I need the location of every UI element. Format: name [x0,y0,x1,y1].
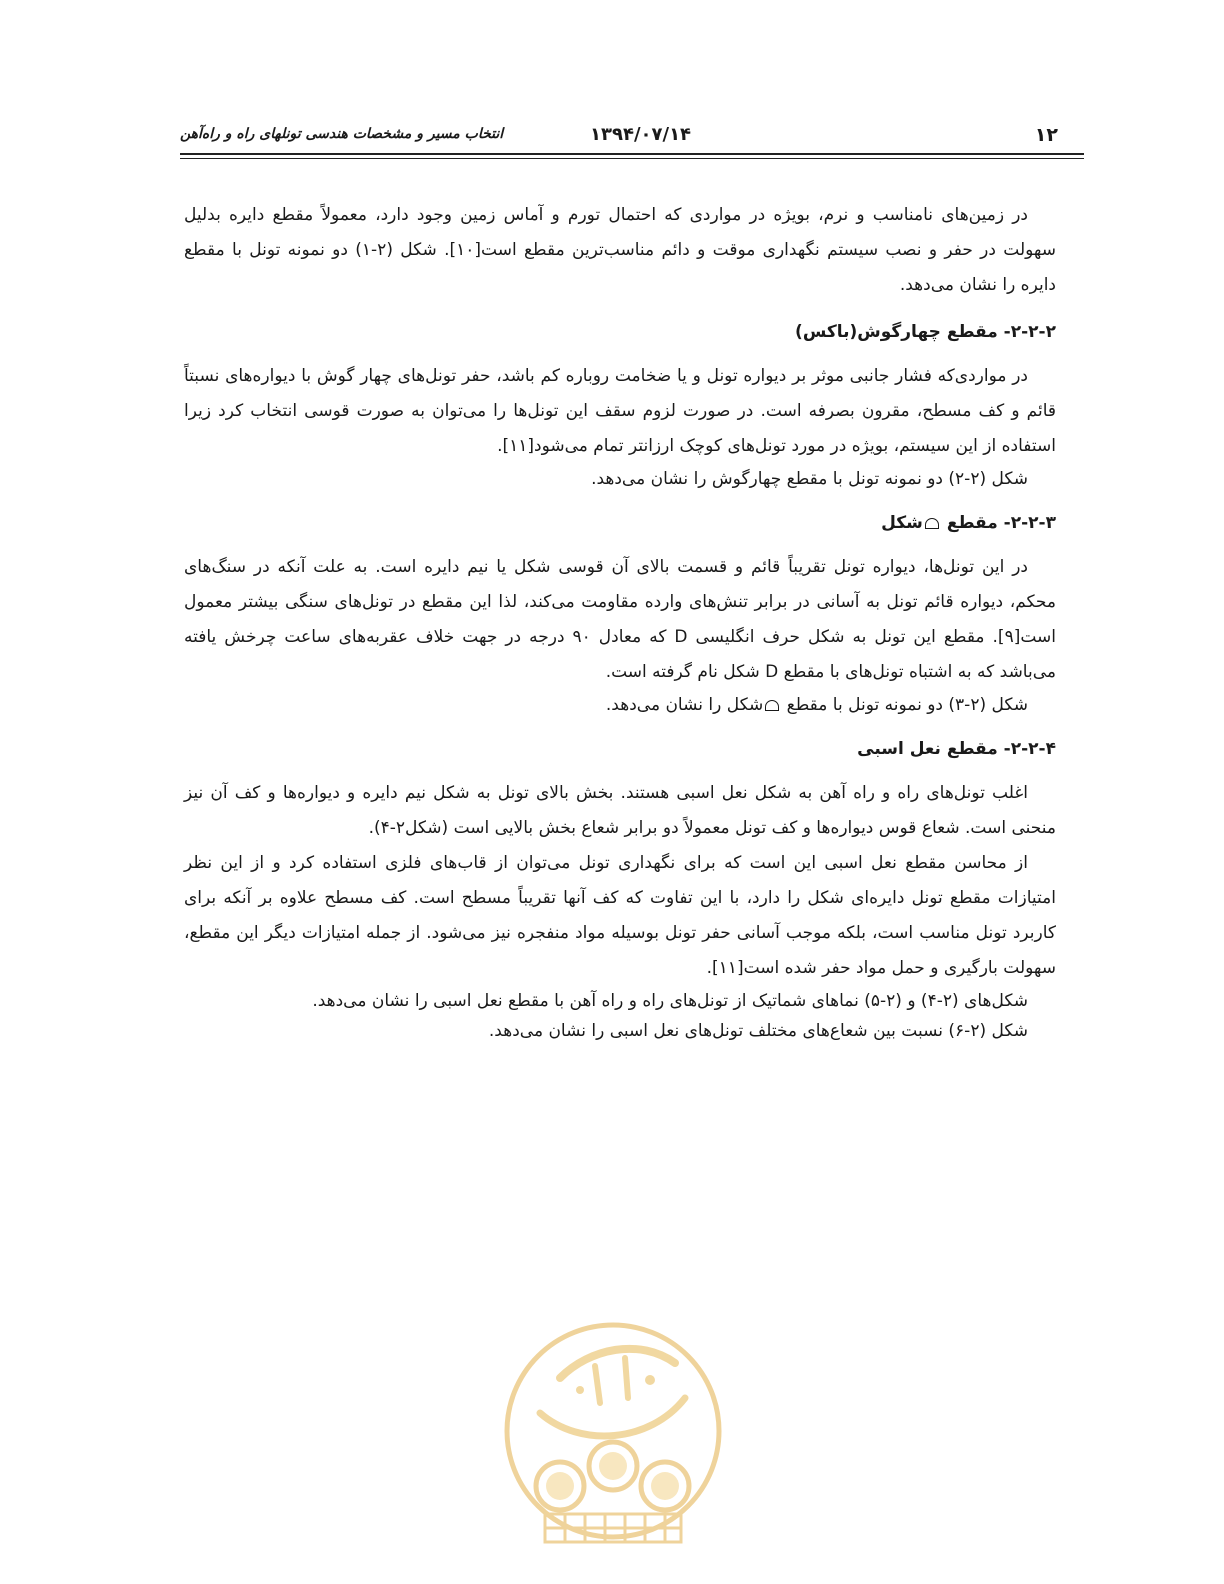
heading-horseshoe-section: ۲-۲-۴- مقطع نعل اسبی [857,739,1056,759]
d-shape-icon [925,518,939,529]
figure-reference-2-6: شکل (۲-۶) نسبت بین شعاع‌های مختلف تونل‌های نعل اسبی را نشان می‌دهد. [488,1021,1028,1041]
header-rule-thin [180,158,1084,159]
heading-box-section: ۲-۲-۲- مقطع چهارگوش(باکس) [795,322,1056,342]
heading-d-suffix: شکل [881,513,923,533]
paragraph-circular-section: در زمین‌های نامناسب و نرم، بویژه در مواردی که احتمال تورم و آماس زمین وجود دارد، معمولاً مقطع دایره بدلیل سهولت در حفر و نصب سیستم نگهداری موقت و دائم مناسب‌ترین مقطع است[۱۰]. شکل (۲-۱) دو نمونه تونل با مقطع دایره را نشان می‌دهد. [184,205,1056,295]
d-shape-icon-inline [765,700,779,711]
heading-d-prefix: ۲-۲-۳- مقطع [946,513,1056,533]
paragraph-box-section: در مواردی‌که فشار جانبی موثر بر دیواره تونل و یا ضخامت روباره کم باشد، حفر تونل‌های چهار گوش با دیواره‌های نسبتاً قائم و کف مسطح، مقرون بصرفه است. در صورت لزوم سقف این تونل‌ها را می‌توان به صورت قوسی انتخاب کرد زیرا استفاده از این سیستم، بویژه در مورد تونل‌های کوچک ارزانتر تمام می‌شود[۱۱]. [184,366,1056,456]
header-date: ۱۳۹۴/۰۷/۱۴ [590,124,692,145]
figure-3-prefix: شکل (۲-۳) دو نمونه تونل با مقطع [786,695,1028,715]
figure-3-suffix: شکل را نشان می‌دهد. [605,695,764,715]
heading-d-section [184,508,1056,538]
publisher-seal-logo [500,1318,726,1584]
figure-reference-2-4-2-5: شکل‌های (۲-۴) و (۲-۵) نماهای شماتیک از تونل‌های راه و راه آهن با مقطع نعل اسبی را نشان می‌دهد. [312,991,1028,1011]
paragraph-horseshoe-advantages: از محاسن مقطع نعل اسبی این است که برای نگهداری تونل می‌توان از قاب‌های فلزی استفاده کرد و از این نظر امتیازات مقطع تونل دایره‌ای شکل را دارد، با این تفاوت که کف آنها تقریباً مسطح است. کف مسطح علاوه بر آنکه برای کاربرد تونل مناسب است، بلکه موجب آسانی حفر تونل بوسیله مواد منفجره نیز می‌شود. از جمله امتیازات دیگر این مقطع، سهولت بارگیری و حمل مواد حفر شده است[۱۱]. [184,853,1056,978]
header-rule [180,153,1084,155]
figure-reference-2-2: شکل (۲-۲) دو نمونه تونل با مقطع چهارگوش را نشان می‌دهد. [591,469,1028,489]
page-number: ۱۲ [1034,124,1058,146]
page-header [180,122,1058,152]
figure-reference-2-3 [184,690,1056,720]
paragraph-horseshoe-section: اغلب تونل‌های راه و راه آهن به شکل نعل اسبی هستند. بخش بالای تونل به شکل نیم دایره و دیواره‌ها و کف آن نیز منحنی است. شعاع قوس دیواره‌ها و کف تونل معمولاً دو برابر شعاع بخش بالایی است (شکل۲-۴). [184,783,1056,838]
header-title: انتخاب مسیر و مشخصات هندسی تونلهای راه و راه‌آهن [180,126,504,142]
page-content [184,198,1056,1046]
paragraph-d-section: در این تونل‌ها، دیواره تونل تقریباً قائم و قسمت بالای آن قوسی شکل یا نیم دایره است. به علت آنکه در سنگ‌های محکم، دیواره قائم تونل به آسانی در برابر تنش‌های وارده مقاومت می‌کند، لذا این مقطع در تونل‌های سنگی بیشتر معمول است[۹]. مقطع این تونل به شکل حرف انگلیسی D که معادل ۹۰ درجه در جهت خلاف عقربه‌های ساعت چرخش یافته می‌باشد که به اشتباه تونل‌های با مقطع D شکل نام گرفته است. [184,557,1057,682]
